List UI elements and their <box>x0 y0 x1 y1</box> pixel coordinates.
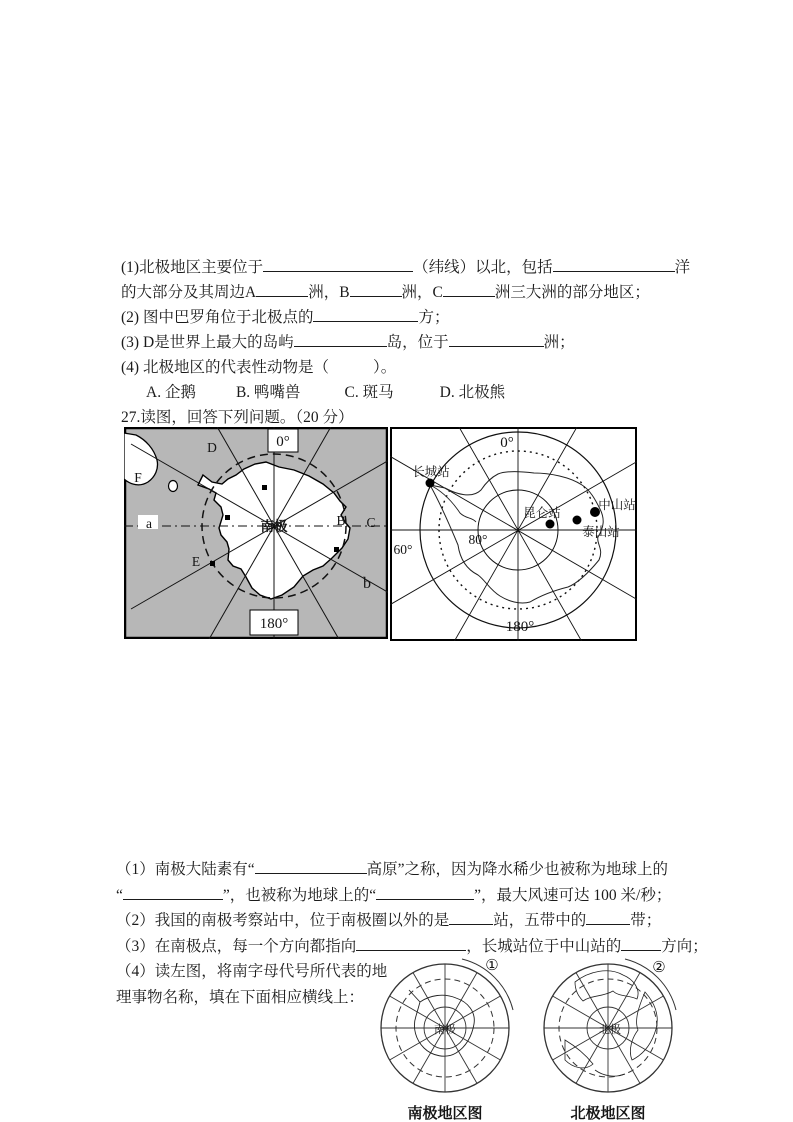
fill-in-blank <box>443 281 495 297</box>
text-segment: (4) 北极地区的代表性动物是（ <box>121 359 329 376</box>
text-line <box>121 380 691 405</box>
text-segment: (3) D是世界上最大的岛屿 <box>121 334 294 351</box>
fill-in-blank <box>313 306 418 322</box>
text-segment: A. 企鹅 <box>146 384 196 401</box>
text-segment: ，长城站位于中山站的 <box>466 937 622 955</box>
text-segment: 方； <box>418 309 450 326</box>
fill-in-blank <box>376 884 474 900</box>
text-segment: 27.读图，回答下列问题。（20 分） <box>121 409 354 426</box>
text-line <box>121 305 691 330</box>
fill-in-blank <box>256 281 308 297</box>
fill-in-blank <box>356 935 466 951</box>
text-segment: 洲三大洲的部分地区； <box>494 284 650 301</box>
fill-in-blank <box>123 884 223 900</box>
fill-in-blank <box>449 331 544 347</box>
text-segment: (1)北极地区主要位于 <box>121 259 264 276</box>
text-line <box>121 280 691 305</box>
south-pole-label: 南极 <box>260 519 288 534</box>
text-segment: (2) 图中巴罗角位于北极点的 <box>121 309 314 326</box>
spacer <box>329 371 373 372</box>
text-segment: ”，最大风速可达 100 米/秒； <box>474 886 672 904</box>
text-segment: C. 斑马 <box>344 384 394 401</box>
letter-C: C <box>366 515 376 530</box>
text-line <box>121 255 691 280</box>
text-segment: 洲，B <box>308 284 350 301</box>
zhongshan-station-label: 中山站 <box>598 498 636 512</box>
text-segment: D. 北极熊 <box>439 384 506 401</box>
text-segment: 的大部分及其周边A <box>121 284 257 301</box>
text-segment: 站，五带中的 <box>493 912 587 930</box>
text-segment: ）。 <box>372 359 397 376</box>
fill-in-blank <box>255 858 367 874</box>
text-segment: 洲，C <box>401 284 443 301</box>
text-segment: ”，也被称为地球上的“ <box>222 886 377 904</box>
letter-F: F <box>134 470 142 485</box>
map-caption: 南极地区图 <box>407 1106 483 1122</box>
text-line <box>116 857 686 883</box>
spacer <box>394 396 440 397</box>
text-segment: 洲； <box>543 334 575 351</box>
north-pole-label: 北极 <box>599 1024 621 1036</box>
fill-in-blank <box>449 909 493 925</box>
letter-B: B <box>336 513 346 528</box>
arctic-questions-block <box>121 255 691 430</box>
letter-a: a <box>146 516 152 531</box>
text-line <box>121 330 691 355</box>
antarctic-stations-map <box>390 427 637 641</box>
text-segment: 方向； <box>661 937 708 955</box>
letter-b: b <box>363 575 371 592</box>
text-segment: 岛，位于 <box>386 334 449 351</box>
taishan-station-label: 泰山站 <box>582 525 620 539</box>
map-caption: 北极地区图 <box>570 1106 646 1122</box>
text-segment: 洋 <box>674 259 691 276</box>
small-island <box>169 481 178 492</box>
latitude-60-label: 60° <box>393 542 413 557</box>
spacer <box>121 396 146 397</box>
letter-E: E <box>191 554 201 569</box>
fill-in-blank <box>621 935 661 951</box>
top-meridian-label: 0° <box>276 434 290 450</box>
latitude-80-label: 80° <box>468 532 488 547</box>
taishan-station-dot <box>573 516 582 525</box>
spacer <box>196 396 236 397</box>
map-number-badge: ① <box>485 958 499 974</box>
text-segment: 理事物名称，填在下面相应横线上： <box>116 988 365 1006</box>
fill-in-blank <box>553 256 675 272</box>
text-segment: （纬线）以北，包括 <box>413 259 553 276</box>
text-segment: （1）南极大陆素有“ <box>116 861 255 878</box>
text-segment: （3）在南极点，每一个方向都指向 <box>116 937 357 955</box>
changcheng-station-label: 长城站 <box>412 465 450 479</box>
bottom-meridian-label: 180° <box>259 616 289 632</box>
fill-in-blank <box>294 331 387 347</box>
fill-in-blank <box>263 256 413 272</box>
fill-in-blank <box>350 281 402 297</box>
top-meridian-label: 0° <box>500 435 514 451</box>
kunlun-station-dot <box>546 520 555 529</box>
changcheng-station-dot <box>426 479 435 488</box>
fill-in-blank <box>586 909 630 925</box>
south-pole-mini-map <box>372 950 522 1122</box>
text-segment: 带； <box>630 912 662 930</box>
bottom-meridian-label: 180° <box>505 619 535 635</box>
text-line <box>121 355 691 380</box>
text-line <box>116 908 686 934</box>
antarctic-letter-map <box>124 427 388 639</box>
spacer <box>301 396 345 397</box>
text-segment: （2）我国的南极考察站中，位于南极圈以外的是 <box>116 912 450 930</box>
text-line <box>116 883 686 909</box>
kunlun-station-label: 昆仑站 <box>523 506 561 520</box>
text-segment: B. 鸭嘴兽 <box>235 384 301 401</box>
letter-D: D <box>207 440 217 455</box>
map-number-badge: ② <box>652 960 666 976</box>
text-segment: （4）读左图，将南字母代号所代表的地 <box>116 963 388 981</box>
text-segment: “ <box>116 886 123 904</box>
south-pole-label: 南极 <box>434 1024 456 1036</box>
text-segment: 高原”之称，因为降水稀少也被称为地球上的 <box>366 861 669 878</box>
north-pole-mini-map <box>533 950 688 1122</box>
